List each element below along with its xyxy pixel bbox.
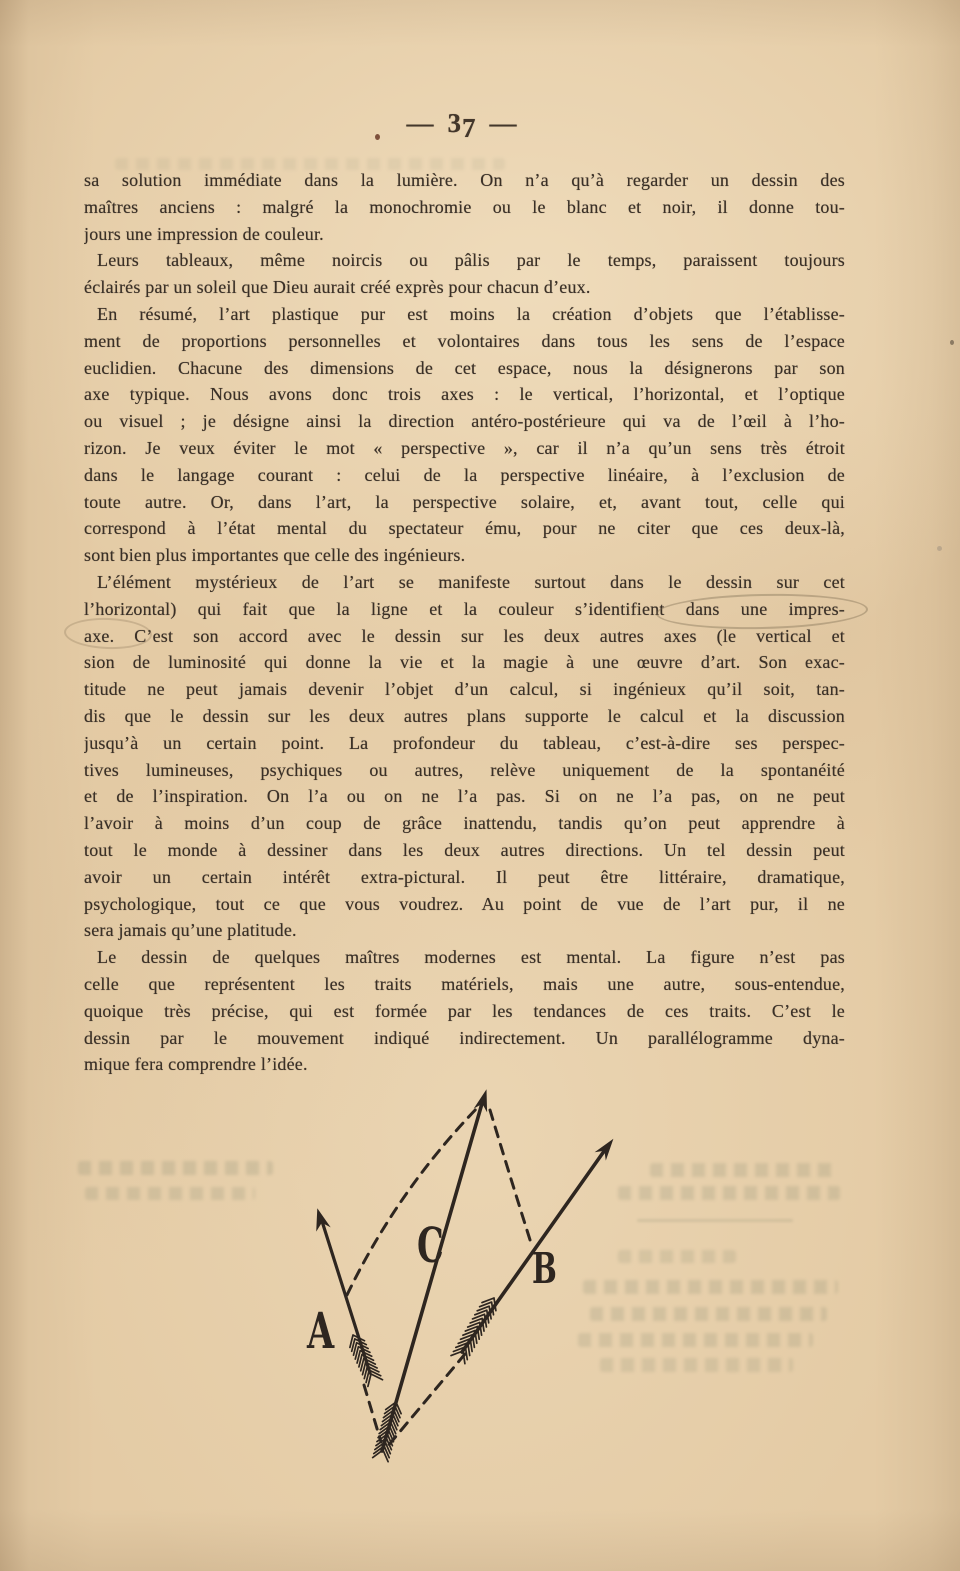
ink-speck [950,340,954,345]
page-number [0,108,924,143]
text-block [84,167,845,1078]
parallelogram-dashed-side-left [347,1104,481,1295]
text-line: mique fera comprendre l’idée. [84,1054,308,1075]
text-line: sa solution immédiate dans la lumière. On n’a qu’à regarder un dessin des [84,170,845,190]
diagram-label-a: A [307,1301,335,1361]
text-line: toute autre. Or, dans l’art, la perspective solaire, et, avant tout, celle qui [84,491,845,512]
text-line: titude ne peut jamais devenir l’objet d’un calcul, si ingénieux qu’il soit, tan- [84,679,845,700]
text-line: sont bien plus importantes que celle des ingénieurs. [84,545,466,566]
text-line: L’élément mystérieux de l’art se manifeste surtout dans le dessin sur cet [97,571,845,592]
text-line: ou visuel ; je désigne ainsi la direction antéro-postérieure qui va de l’œil à l’ho- [84,411,845,432]
diagram-label-c: C [417,1216,444,1274]
parallelogram-dashed-side-right [490,1110,531,1243]
arrow-feather [451,1298,496,1364]
text-line: quoique très précise, qui est formée par les tendances de ces traits. C’est le [84,1000,845,1021]
text-line: celle que représentent les traits matériels, mais une autre, sous-entendue, [84,973,845,994]
text-line: maîtres anciens : malgré la monochromie ou le blanc et noir, il donne tou- [84,196,845,217]
text-line: dis que le dessin sur les deux autres plans supporte le calcul et la discussion [84,705,845,726]
text-line: jusqu’à un certain point. La profondeur du tableau, c’est-à-dire ses perspec- [84,732,845,753]
arrow-c-shaft [382,1100,483,1451]
text-line: sion de luminosité qui donne la vie et la magie à une œuvre d’art. Son exac- [84,652,845,673]
text-line: axe. C’est son accord avec le dessin sur les deux autres axes (le vertical et [84,625,845,646]
text-line: dans le langage courant : celui de la perspective linéaire, à l’exclusion de [84,464,845,485]
text-line: l’avoir à moins d’un coup de grâce inattendu, tandis qu’on peut apprendre à [84,813,845,834]
parallelogram-dashed-tail-b [387,1354,465,1447]
bleed-through-ghost [618,1186,840,1200]
bleed-through-ghost [85,1187,255,1200]
text-line: tout le monde à dessiner dans les deux autres directions. Un tel dessin peut [84,839,845,860]
text-line: avoir un certain intérêt extra-pictural. Il peut être littéraire, dramatique, [84,866,845,887]
text-line: et de l’inspiration. On l’a ou on ne l’a pas. Si on ne l’a pas, on ne peut [84,786,845,807]
text-line: dessin par le mouvement indiqué indirectement. Un parallélogramme dyna- [84,1027,845,1048]
text-line: ment de proportions personnelles et volontaires dans tous les sens de l’espace [84,330,845,351]
arrow-feathers [350,1298,496,1462]
text-line: jours une impression de couleur. [84,223,324,244]
arrow-b-head [595,1139,614,1161]
text-line: Leurs tableaux, même noircis ou pâlis par le temps, paraissent toujours [97,250,845,271]
text-line: axe typique. Nous avons donc trois axes : le vertical, l’horizontal, et l’optique [84,384,845,405]
text-line: tives lumineuses, psychiques ou autres, relève uniquement de la spontanéité [84,759,845,780]
text-line: Le dessin de quelques maîtres modernes est mental. La figure n’est pas [97,947,845,968]
page-number-digit-tens: 3 [447,108,462,138]
arrow-feather [373,1402,401,1462]
text-line: euclidien. Chacune des dimensions de cet espace, nous la désignerons par son [84,357,845,378]
page-number-dash-left: — [406,108,435,138]
bleed-through-ghost [650,1163,835,1177]
bleed-through-rule [637,1219,793,1222]
text-line: l’horizontal) qui fait que la ligne et la couleur s’identifient dans une impres- [84,598,845,619]
diagram-label-b: B [532,1243,557,1294]
text-line: psychologique, tout ce que vous voudrez. Au point de vue de l’art pur, il ne [84,893,845,914]
text-line: rizon. Je veux éviter le mot « perspective », car il n’a qu’un sens très étroit [84,437,845,458]
page-number-dash-right: — [489,108,518,138]
page-number-digit-ones: 7 [462,113,477,143]
parallelogram-diagram [250,1085,650,1485]
ink-speck [937,546,942,551]
text-line: éclairés par un soleil que Dieu aurait créé exprès pour chacun d’eux. [84,277,591,298]
text-line: sera jamais qu’une platitude. [84,920,297,941]
text-line: En résumé, l’art plastique pur est moins la création d’objets que l’établisse- [97,303,845,324]
text-line: correspond à l’état mental du spectateur ému, pour ne citer que ces deux-là, [84,518,845,539]
bleed-through-ghost [78,1161,273,1175]
